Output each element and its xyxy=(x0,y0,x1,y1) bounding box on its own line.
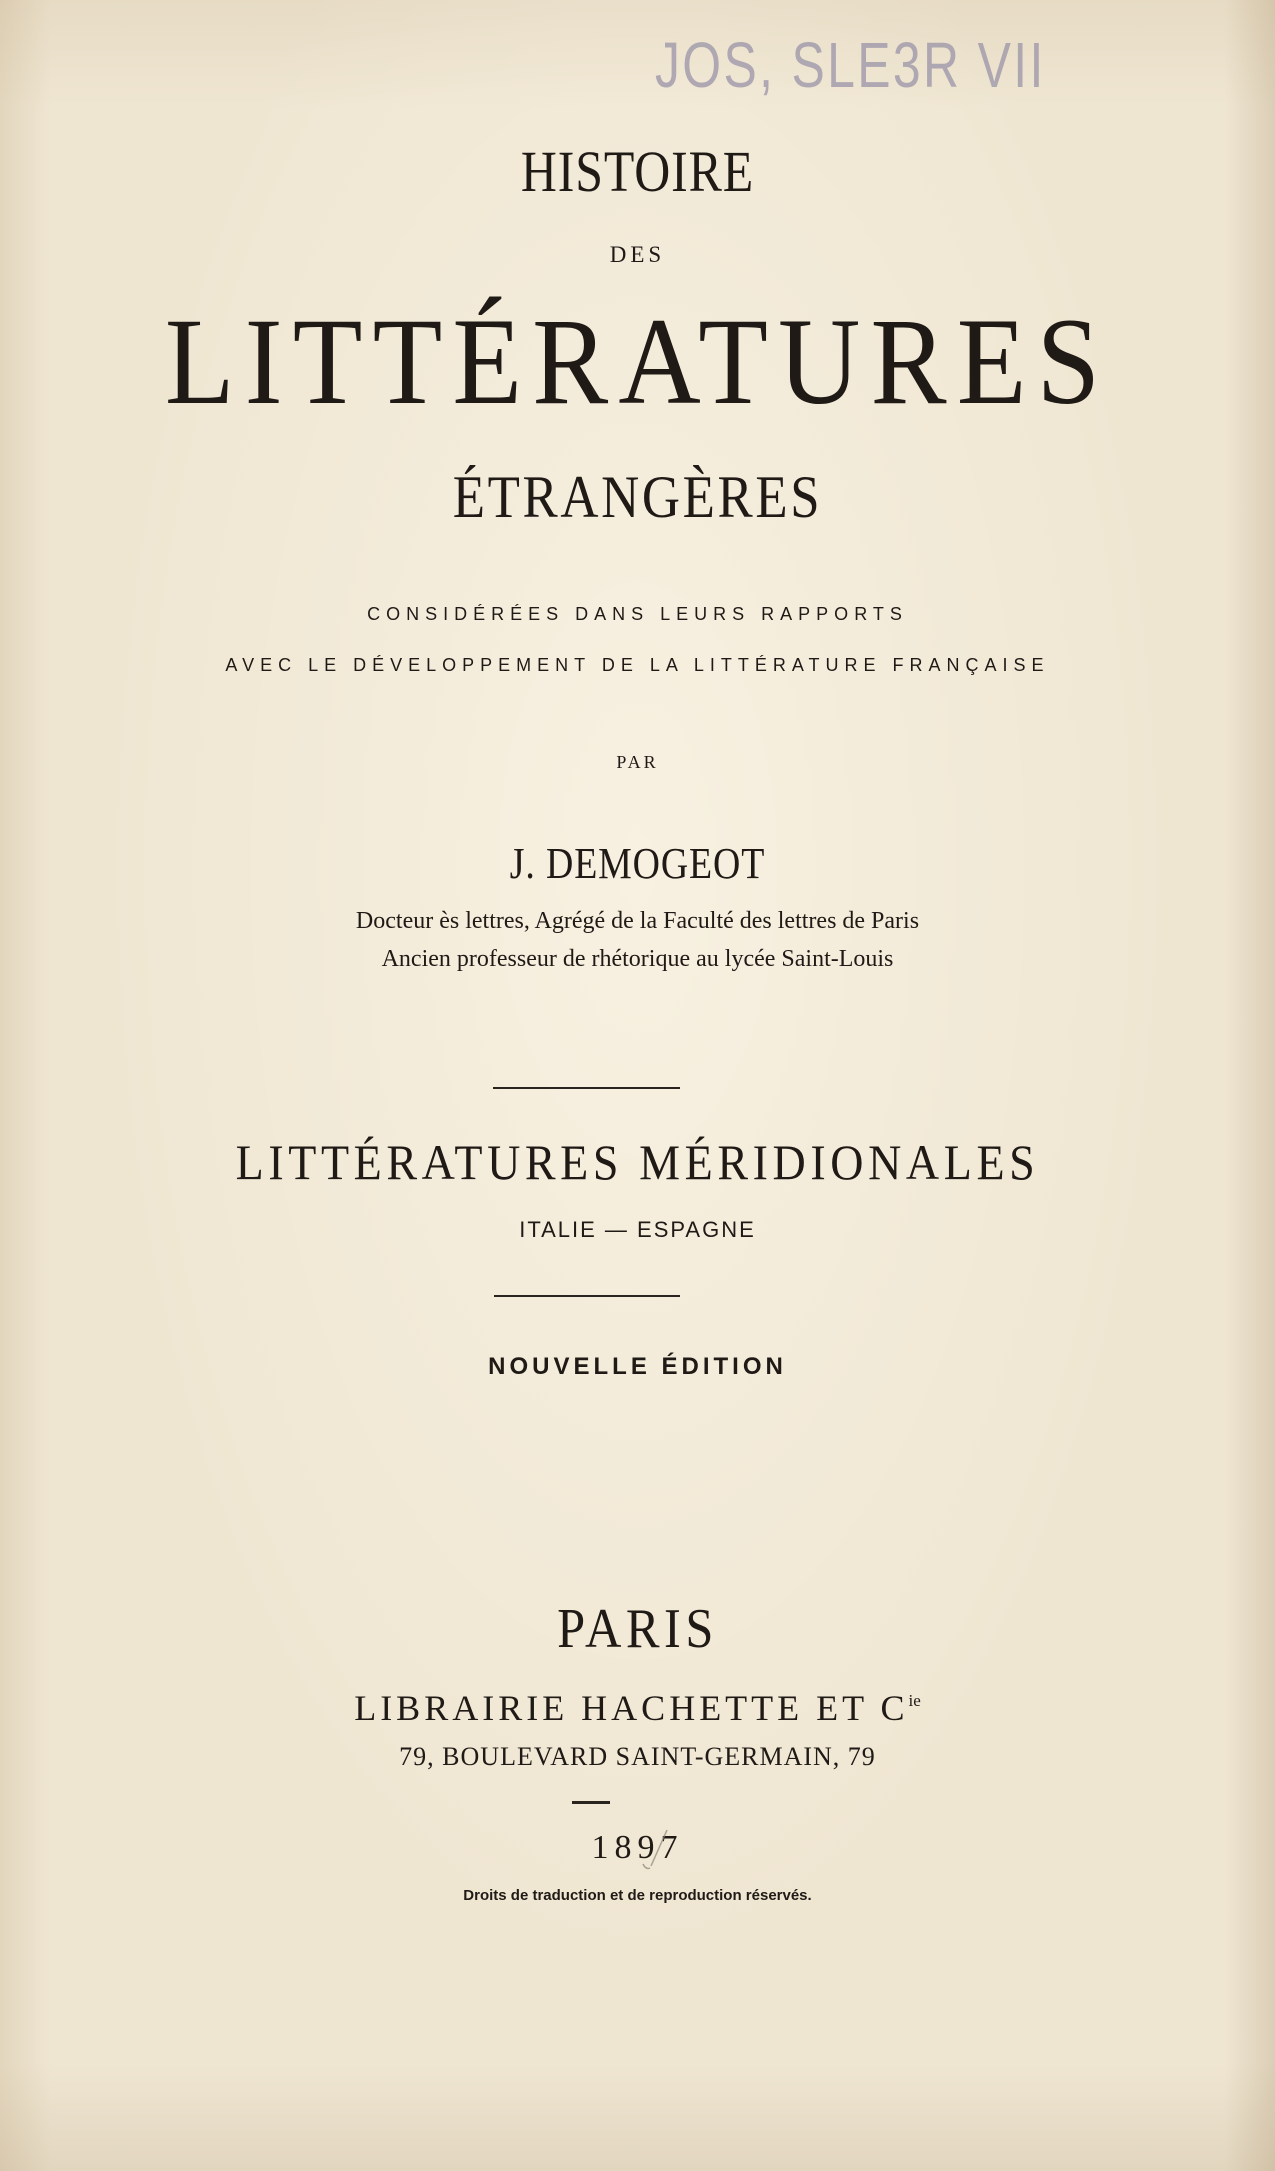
divider-rule-top xyxy=(493,1087,680,1089)
author-credential-1: Docteur ès lettres, Agrégé de la Faculté des lettres de Paris xyxy=(355,908,920,934)
author-name: J. DEMOGEOT xyxy=(509,839,766,888)
imprint-year: 1897 xyxy=(591,1829,684,1866)
divider-rule-middle xyxy=(494,1295,680,1297)
byline-par: PAR xyxy=(616,752,659,772)
volume-countries: ITALIE — ESPAGNE xyxy=(519,1217,756,1242)
edition-label: NOUVELLE ÉDITION xyxy=(488,1353,787,1380)
imprint-city: PARIS xyxy=(557,1598,718,1660)
title-litteratures: LITTÉRATURES xyxy=(164,293,1111,430)
publisher-name: LIBRAIRIE HACHETTE ET C xyxy=(354,1688,909,1728)
title-histoire: HISTOIRE xyxy=(520,139,755,204)
library-shelfmark-stamp: JOS, SLE3R VII xyxy=(655,29,1046,101)
author-credential-2: Ancien professeur de rhétorique au lycée Saint-Louis xyxy=(381,946,894,972)
subtitle-line-1: CONSIDÉRÉES DANS LEURS RAPPORTS xyxy=(367,604,908,624)
volume-series-title: LITTÉRATURES MÉRIDIONALES xyxy=(235,1134,1040,1190)
title-des: DES xyxy=(609,242,666,267)
imprint-publisher xyxy=(0,1687,1275,1729)
subtitle-line-2: AVEC LE DÉVELOPPEMENT DE LA LITTÉRATURE FRANÇAISE xyxy=(225,655,1050,675)
publisher-suffix: ie xyxy=(908,1691,921,1710)
title-etrangeres: ÉTRANGÈRES xyxy=(452,464,823,530)
rights-notice: Droits de traduction et de reproduction réservés. xyxy=(463,1887,812,1904)
imprint-address: 79, BOULEVARD SAINT-GERMAIN, 79 xyxy=(399,1742,876,1771)
divider-rule-short xyxy=(572,1801,610,1804)
pencil-tick-mark xyxy=(637,1826,671,1876)
